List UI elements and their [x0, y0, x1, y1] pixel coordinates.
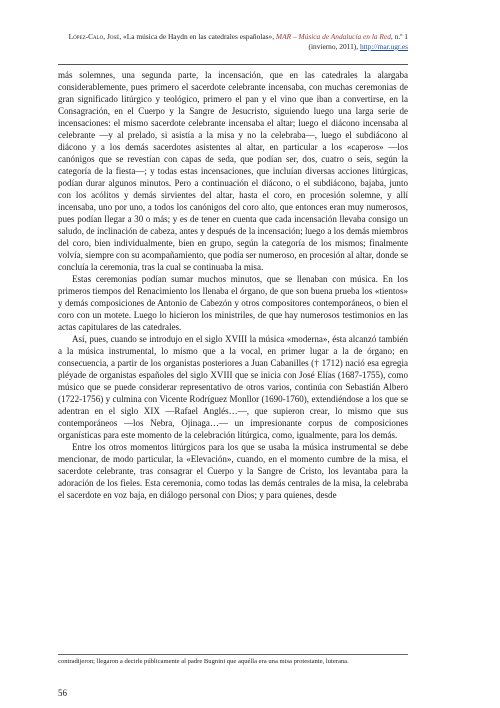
running-header [58, 32, 408, 52]
header-divider [58, 64, 408, 65]
header-journal: MAR – Música de Andalucía en la Red [275, 32, 391, 41]
paragraph-2: Estas ceremonias podían sumar muchos minutos, que se llenaban con música. En los primeros tiempos del Renacimiento los llenaba el órgano, de que son buena prueba los «tientos» y demás composiciones de Antonio de Cabezón y otros compositores contemporáneos, o bien el coro con un motete. Luego lo hicieron los ministriles, de que hay numerosos testimonios en las actas capitulares de las catedrales. [58, 274, 408, 332]
header-issue: , n.º 1 (invierno, 2011), [308, 32, 408, 51]
paragraph-4: Entre los otros momentos litúrgicos para los que se usaba la música instrumental se debe mencionar, de modo particular, la «Elevación», cuando, en el momento cumbre de la misa, el sacerdote celebrante, tras consagrar el Cuerpo y la Sangre de Cristo, los levantaba para la adoración de los fieles. Esta ceremonia, como todas las demás centrales de la misa, la celebraba el sacerdote en voz baja, en diálogo personal con Dios; y para quienes, desde [58, 442, 408, 500]
header-article-title: , «La música de Haydn en las catedrales españolas», [119, 32, 275, 41]
body-text [58, 69, 408, 501]
header-author: López-Calo, José [68, 32, 120, 41]
header-url-link[interactable]: http://mar.ugr.es [359, 42, 408, 51]
footnote: contradijeron; llegaron a decirle públicamente al padre Bugnini que aquélla era una misa protestante, luterana. [58, 658, 349, 665]
paragraph-1: más solemnes, una segunda parte, la incensación, que en las catedrales la alargaba considerablemente, pues primero el sacerdote celebrante incensaba, con muchas ceremonias de gran significado litúrgico y teológico, primero el pan y el vino que iban a convertirse, en la Consagración, en el Cuerpo y la Sangre de Jesucristo, siguiendo luego una larga serie de incensaciones: el mismo sacerdote celebrante incensaba el altar; luego el diácono incensaba al celebrante —y al prelado, si asistía a la misa y no la celebraba—, luego el subdiácono al diácono y a los demás sacerdotes asistentes al altar, en particular a los «caperos» —los canónigos que se revestían con capas de seda, que podían ser, dos, cuatro o seis, según la categoría de la fiesta—; y todas estas incensaciones, que incluían diversas acciones litúrgicas, podían durar algunos minutos. Pero a continuación el diácono, o el subdiácono, bajaba, junto con los acólitos y demás sirvientes del altar, hasta el coro, en procesión solemne, y allí incensaba, uno por uno, a todos los canónigos del coro alto, que entonces eran muy numerosos, pues podían llegar a 30 o más; y es de tener en cuenta que cada incensación llevaba consigo un saludo, de inclinación de cabeza, antes y después de la incensación; luego a los demás miembros del coro, bien individualmente, bien en grupo, según la categoría de los mismos; finalmente volvía, siempre con su acompañamiento, que podía ser numeroso, en procesión al altar, donde se concluía la ceremonia, tras la cual se continuaba la misa. [58, 70, 408, 272]
page-number: 56 [58, 688, 67, 698]
footnote-divider [58, 654, 408, 655]
paragraph-3: Así, pues, cuando se introdujo en el siglo XVIII la música «moderna», ésta alcanzó también a la música instrumental, lo mismo que a la vocal, en primer lugar a la de órgano; en consecuencia, a partir de los organistas posteriores a Juan Cabanilles († 1712) nació esa egregia pléyade de organistas españoles del siglo XVIII que se inicia con José Elías (1687-1755), como músico que se puede considerar representativo de otros varios, continúa con Sebastián Albero (1722-1756) y culmina con Vicente Rodríguez Monllor (1690-1760), extendiéndose a los que se adentran en el siglo XIX —Rafael Anglés…—, que supieron crear, lo mismo que sus contemporáneos —los Nebra, Ojinaga…— un impresionante corpus de composiciones organísticas para este momento de la celebración litúrgica, como, igualmente, para los demás. [58, 334, 408, 440]
